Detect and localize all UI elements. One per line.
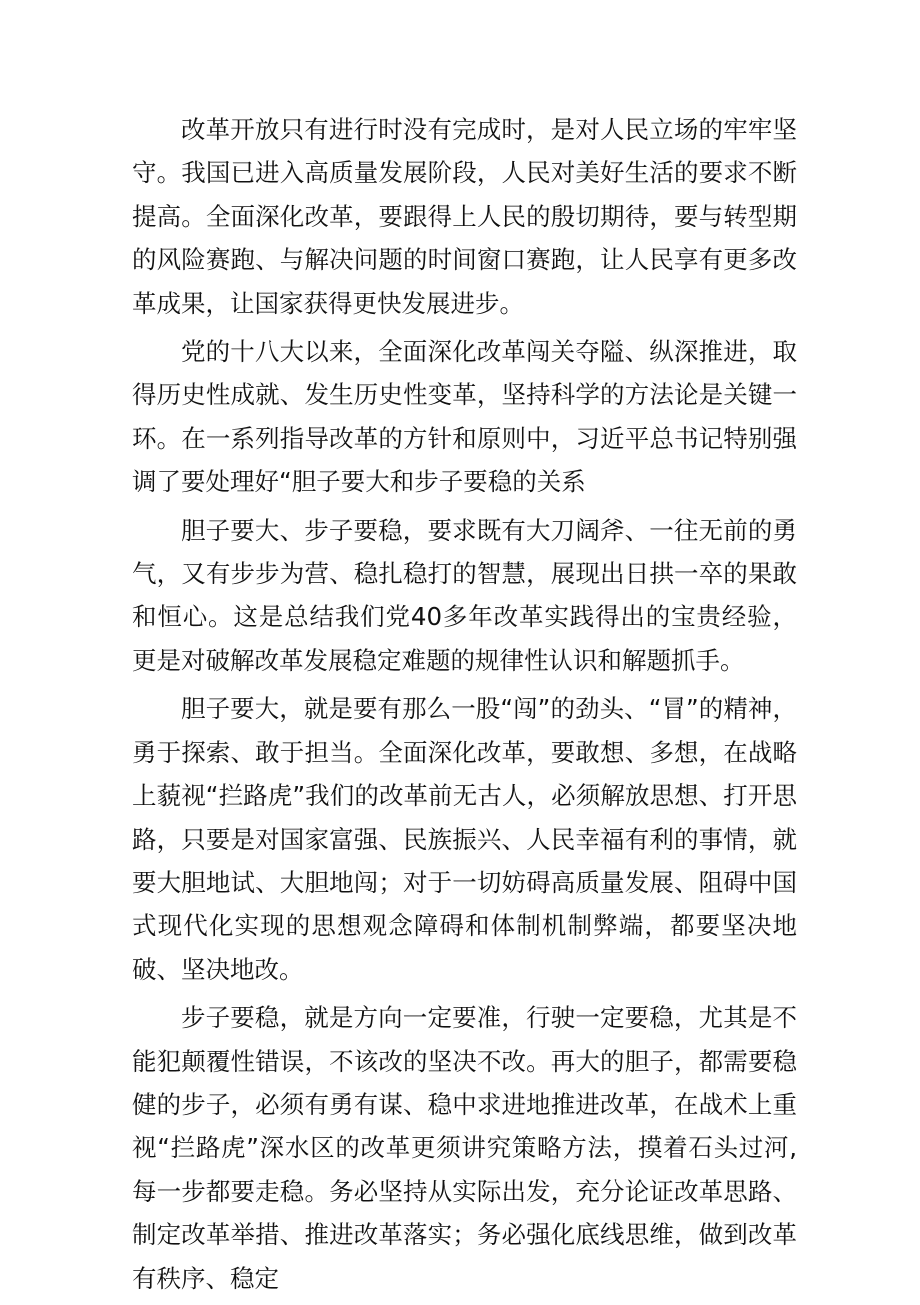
document-body xyxy=(132,108,797,1305)
paragraph-1: 改革开放只有进行时没有完成时，是对人民立场的牢牢坚守。我国已进入高质量发展阶段，人民对美好生活的要求不断提高。全面深化改革，要跟得上人民的殷切期待，要与转型期的风险赛跑、与解决问题的时间窗口赛跑，让人民享有更多改革成果，让国家获得更快发展进步。 xyxy=(132,115,797,318)
paragraph-2: 党的十八大以来，全面深化改革闯关夺隘、纵深推进，取得历史性成就、发生历史性变革，坚持科学的方法论是关键一环。在一系列指导改革的方针和原则中，习近平总书记特别强调了要处理好“胆子要大和步子要稳的关系 xyxy=(132,337,797,497)
paragraph-3: 胆子要大、步子要稳，要求既有大刀阔斧、一往无前的勇气，又有步步为营、稳扎稳打的智慧，展现出日拱一卒的果敢和恒心。这是总结我们党40多年改革实践得出的宝贵经验，更是对破解改革发展稳定难题的规律性认识和解题抓手。 xyxy=(132,515,797,675)
paragraph-4: 胆子要大，就是要有那么一股“闯”的劲头、“冒”的精神，勇于探索、敢于担当。全面深化改革，要敢想、多想，在战略上藐视“拦路虎”我们的改革前无古人，必须解放思想、打开思路，只要是对国家富强、民族振兴、人民幸福有利的事情，就要大胆地试、大胆地闯；对于一切妨碍高质量发展、阻碍中国式现代化实现的思想观念障碍和体制机制弊端，都要坚决地破、坚决地改。 xyxy=(132,694,797,984)
paragraph-5: 步子要稳，就是方向一定要准，行驶一定要稳，尤其是不能犯颠覆性错误，不该改的坚决不改。再大的胆子，都需要稳健的步子，必须有勇有谋、稳中求进地推进改革，在战术上重视“拦路虎”深水区的改革更须讲究策略方法，摸着石头过河,每一步都要走稳。务必坚持从实际出发，充分论证改革思路、制定改革举措、推进改革落实；务必强化底线思维，做到改革有秩序、稳定 xyxy=(132,1003,797,1293)
